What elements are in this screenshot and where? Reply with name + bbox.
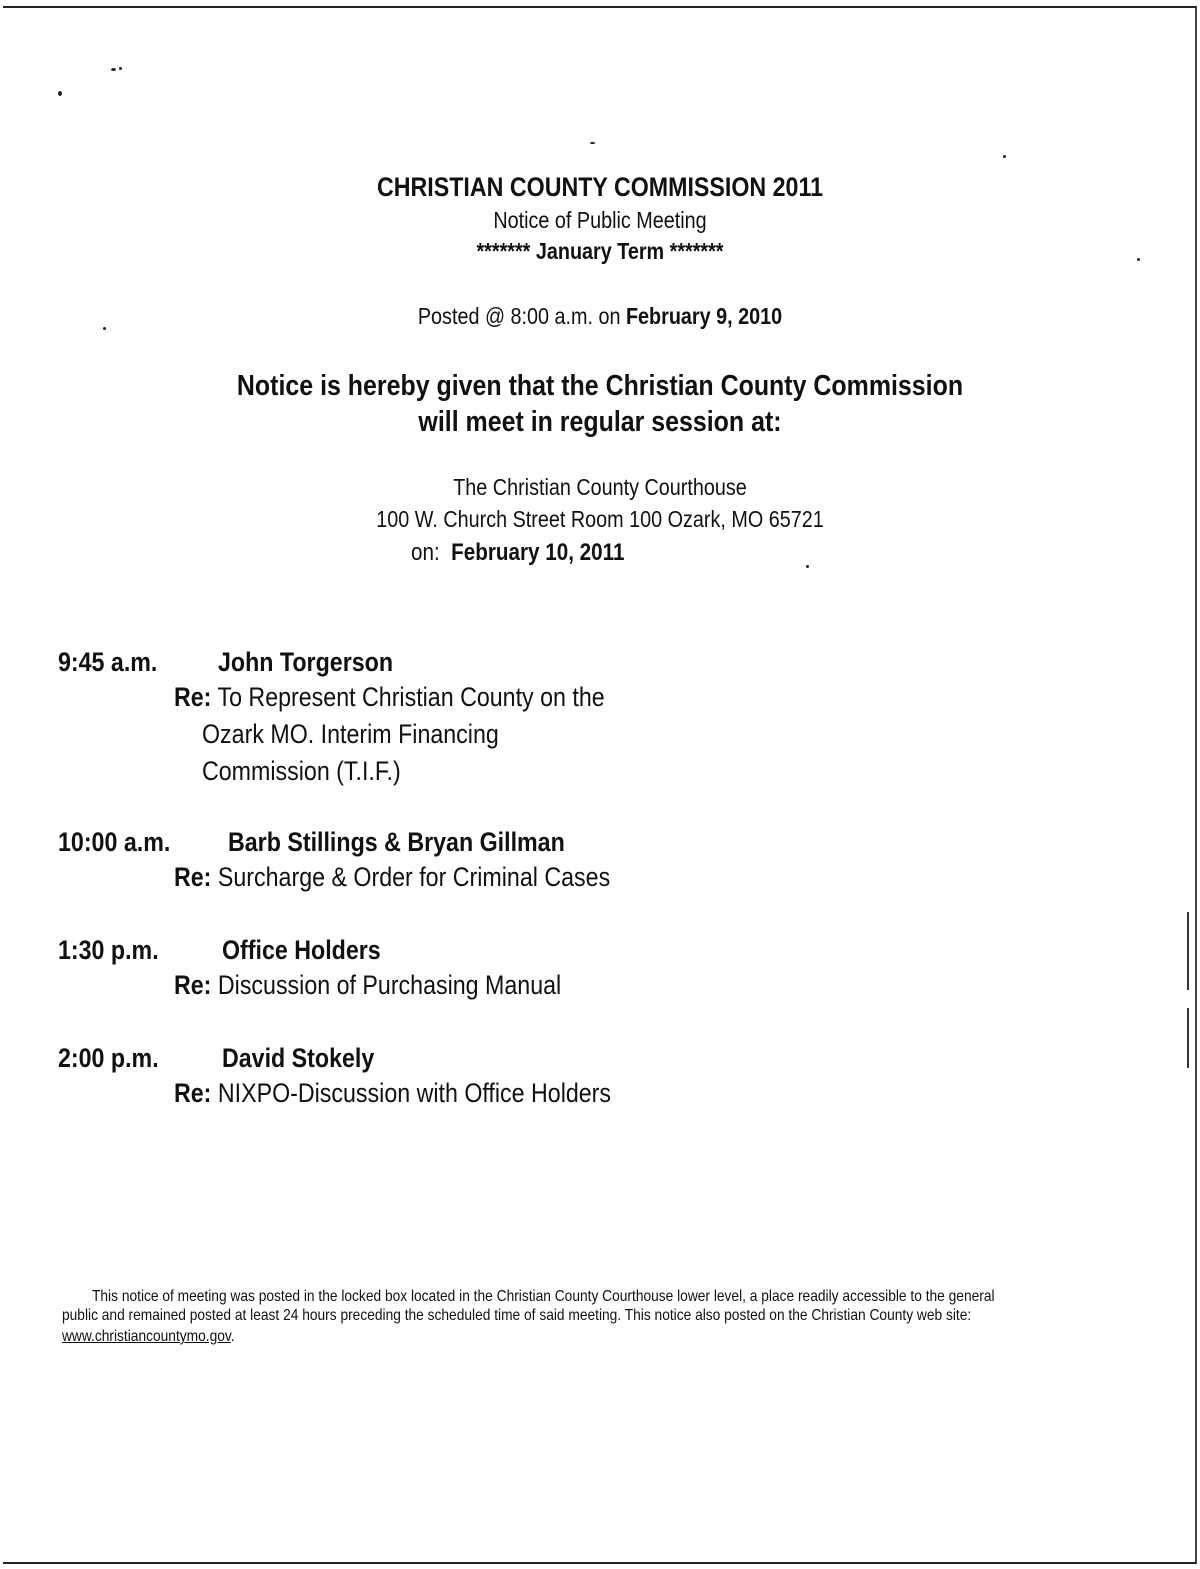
scan-margin-mark: [1187, 1008, 1189, 1068]
re-label: Re:: [174, 1078, 212, 1108]
scan-speck: [806, 565, 809, 568]
term-label: ******* January Term *******: [476, 238, 724, 264]
document-subtitle: Notice of Public Meeting: [493, 207, 707, 233]
posted-prefix: Posted @ 8:00 a.m. on: [417, 303, 626, 329]
re-label: Re:: [174, 682, 212, 712]
scan-speck: [1003, 155, 1006, 158]
footer-line-2: public and remained posted at least 24 hours preceding the scheduled time of said meeting. This notice also posted on the Christian County web site:: [62, 1307, 972, 1324]
scan-speck: [1137, 258, 1140, 261]
agenda-subject: Surcharge & Order for Criminal Cases: [217, 862, 611, 892]
venue-name: The Christian County Courthouse: [453, 474, 747, 500]
scan-speck: [590, 142, 595, 144]
agenda-subject: Discussion of Purchasing Manual: [217, 970, 562, 1000]
agenda-re-line: [174, 1078, 611, 1109]
agenda-time: 2:00 p.m.: [58, 1043, 159, 1073]
agenda-presenter: John Torgerson: [218, 647, 394, 677]
agenda-re-line: [174, 862, 610, 893]
scan-margin-mark: [1187, 912, 1189, 990]
scan-speck: [58, 91, 62, 96]
agenda-time: 1:30 p.m.: [58, 935, 159, 965]
agenda-time: 9:45 a.m.: [58, 647, 158, 677]
agenda-presenter: Barb Stillings & Bryan Gillman: [228, 827, 565, 857]
scan-speck: [119, 67, 122, 70]
agenda-subject: NIXPO-Discussion with Office Holders: [217, 1078, 612, 1108]
agenda-re-line: [174, 970, 561, 1001]
posted-line: [84, 303, 1116, 330]
agenda-subject: To Represent Christian County on the: [217, 682, 605, 712]
meeting-date: February 10, 2011: [451, 539, 625, 566]
agenda-subject-continued: Ozark MO. Interim Financing: [202, 719, 499, 749]
re-label: Re:: [174, 970, 212, 1000]
footer-link-line: [62, 1328, 235, 1346]
meeting-date-line: [411, 539, 624, 567]
notice-line-1: Notice is hereby given that the Christian County Commission: [236, 370, 964, 402]
document-title: CHRISTIAN COUNTY COMMISSION 2011: [377, 172, 823, 202]
website-link[interactable]: www.christiancountymo.gov: [62, 1328, 231, 1345]
agenda-re-line: [174, 682, 605, 713]
footer-line-1: This notice of meeting was posted in the locked box located in the Christian County Courthouse lower level, a place readily accessible to the general: [92, 1288, 995, 1305]
venue-address: 100 W. Church Street Room 100 Ozark, MO 65721: [376, 506, 824, 532]
on-label: on:: [411, 539, 440, 566]
scan-speck: [111, 68, 116, 71]
agenda-presenter: Office Holders: [222, 935, 381, 965]
footer-link-suffix: .: [230, 1328, 235, 1345]
agenda-subject-continued: Commission (T.I.F.): [202, 756, 401, 786]
agenda-time: 10:00 a.m.: [58, 827, 171, 857]
posted-date: February 9, 2010: [625, 303, 783, 329]
notice-line-2: will meet in regular session at:: [418, 406, 782, 438]
agenda-presenter: David Stokely: [222, 1043, 375, 1073]
re-label: Re:: [174, 862, 212, 892]
